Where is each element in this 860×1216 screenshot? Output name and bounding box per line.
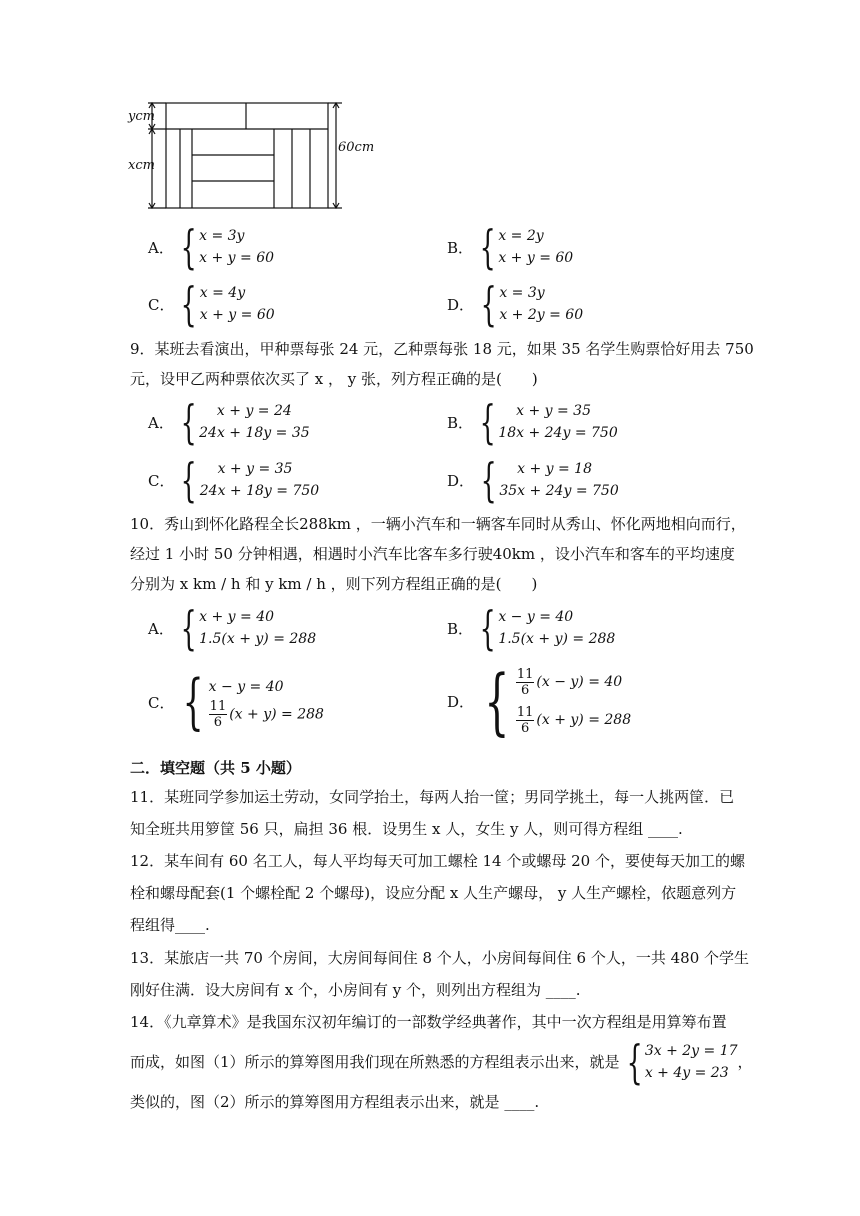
section-heading: 二．填空题（共 5 小题） (130, 759, 301, 777)
brace-icon: { (180, 220, 197, 274)
equation: 3x + 2y = 17 (644, 1043, 738, 1059)
fraction (516, 667, 535, 698)
rectangle-figure (124, 98, 384, 216)
option-label: A． (148, 238, 174, 257)
denominator: 6 (213, 714, 223, 730)
option-label: C． (148, 295, 175, 314)
question-9-text (130, 334, 820, 394)
equation-with-fraction (516, 663, 631, 701)
fraction (209, 699, 228, 730)
q9-option-b[interactable] (447, 395, 618, 449)
text-line: 而成，如图（1）所示的算筹图用我们现在所熟悉的方程组表示出来，就是 (130, 1053, 620, 1071)
equation-with-fraction (209, 699, 324, 730)
equation: x + 4y = 23 (644, 1065, 729, 1081)
equation: x − y = 40 (208, 678, 284, 695)
equation: 1.5(x + y) = 288 (498, 631, 616, 647)
equation: x = 2y (498, 228, 544, 244)
option-label: A． (148, 619, 174, 638)
equation: x + y = 60 (199, 307, 275, 323)
equation: x + y = 24 (199, 403, 292, 419)
equation: x + 2y = 60 (499, 307, 584, 323)
brace-icon: { (183, 667, 205, 737)
q8-option-c[interactable] (148, 277, 275, 331)
option-label: D． (447, 295, 475, 314)
text-line: 9．某班去看演出，甲种票每张 24 元，乙种票每张 18 元，如果 35 名学生购票恰好用去 750 (130, 340, 754, 358)
equation: x + y = 60 (199, 250, 275, 266)
equation: x = 3y (199, 228, 245, 244)
equation: x + y = 40 (199, 609, 275, 625)
text-line: 类似的，图（2）所示的算筹图用方程组表示出来，就是 ____. (130, 1093, 540, 1111)
numerator: 11 (209, 698, 227, 714)
option-label: D． (447, 692, 475, 711)
text-line: 刚好住满．设大房间有 x 个，小房间有 y 个，则列出方程组为 ____. (130, 981, 581, 999)
text-line: 知全班共用箩筐 56 只，扁担 36 根．设男生 x 人，女生 y 人，则可得方程组 ____. (130, 820, 683, 838)
denominator: 6 (520, 682, 530, 698)
text-line: 12．某车间有 60 名工人，每人平均每天可加工螺栓 14 个或螺母 20 个，要使每天加工的螺 (130, 852, 745, 870)
text-line: 栓和螺母配套(1 个螺栓配 2 个螺母)，设应分配 x 人生产螺母， y 人生产螺栓，依题意列方 (130, 884, 737, 902)
fraction (516, 705, 535, 736)
q10-option-c[interactable] (148, 667, 324, 737)
text-line: 13．某旅店一共 70 个房间，大房间每间住 8 个人，小房间每间住 6 个人，一共 480 个学生 (130, 949, 750, 967)
equation-with-fraction (516, 701, 631, 739)
label-xcm: xcm (128, 158, 155, 173)
equation: 24x + 18y = 750 (199, 483, 320, 499)
text-line: 11．某班同学参加运土劳动，女同学抬土，每两人抬一筐；男同学挑土，每一人挑两筐．已 (130, 788, 735, 806)
brace-icon: { (479, 220, 496, 274)
equation: x + y = 35 (498, 403, 591, 419)
text-line: 分别为 x km / h 和 y km / h ，则下列方程组正确的是( ) (130, 575, 538, 593)
equation: x + y = 35 (199, 461, 293, 477)
equation-rest: (x + y) = 288 (536, 712, 632, 728)
q8-option-d[interactable] (447, 277, 584, 331)
numerator: 11 (516, 704, 534, 720)
q10-option-d[interactable] (447, 659, 632, 743)
equation: 1.5(x + y) = 288 (199, 631, 317, 647)
brace-icon: { (479, 395, 496, 449)
text-line: 经过 1 小时 50 分钟相遇，相遇时小汽车比客车多行驶40km ，设小汽车和客车的平均速度 (130, 545, 735, 563)
q9-option-a[interactable] (148, 395, 310, 449)
option-label: C． (148, 693, 175, 712)
equation-rest: (x − y) = 40 (536, 674, 623, 690)
equation-rest: (x + y) = 288 (229, 706, 324, 722)
equation: x = 3y (499, 285, 545, 301)
brace-icon: { (480, 277, 497, 331)
brace-icon: { (181, 277, 198, 331)
brace-icon: { (626, 1035, 643, 1089)
question-12-text (130, 845, 820, 941)
equation: 24x + 18y = 35 (199, 425, 310, 441)
question-10-text (130, 509, 820, 599)
brace-icon: { (480, 453, 497, 507)
q10-option-b[interactable] (447, 601, 616, 655)
text-line: 10．秀山到怀化路程全长288km ，一辆小汽车和一辆客车同时从秀山、怀化两地相向而行， (130, 515, 746, 533)
q9-option-c[interactable] (148, 453, 320, 507)
text-line: 14．《九章算术》是我国东汉初年编订的一部数学经典著作，其中一次方程组是用算筹布置 (130, 1013, 727, 1031)
question-11-text (130, 781, 820, 845)
text-line: ， (737, 1053, 753, 1071)
question-13-text (130, 942, 820, 1006)
option-label: C． (148, 471, 175, 490)
option-label: B． (447, 238, 474, 257)
equation: x + y = 18 (499, 461, 592, 477)
label-ycm: ycm (128, 109, 155, 124)
text-line-with-system (130, 1037, 820, 1087)
label-60cm: 60cm (338, 140, 375, 155)
equation: 18x + 24y = 750 (498, 425, 618, 441)
equation: x + y = 60 (498, 250, 574, 266)
equation: x − y = 40 (498, 609, 574, 625)
option-label: D． (447, 471, 475, 490)
equation: x = 4y (199, 285, 246, 301)
option-label: A． (148, 413, 174, 432)
brace-icon: { (484, 659, 510, 743)
q9-option-d[interactable] (447, 453, 619, 507)
brace-icon: { (181, 453, 198, 507)
brace-icon: { (180, 395, 197, 449)
text-line: 元，设甲乙两种票依次买了 x ， y 张，列方程正确的是( ) (130, 370, 538, 388)
equation: 35x + 24y = 750 (499, 483, 619, 499)
brace-icon: { (180, 601, 197, 655)
option-label: B． (447, 619, 474, 638)
tiling-diagram (124, 98, 384, 216)
denominator: 6 (520, 720, 530, 736)
brace-icon: { (479, 601, 496, 655)
text-line: 程组得____. (130, 916, 210, 934)
option-label: B． (447, 413, 474, 432)
numerator: 11 (516, 666, 534, 682)
q8-option-b[interactable] (447, 220, 574, 274)
q10-option-a[interactable] (148, 601, 317, 655)
question-14-text (130, 1007, 820, 1117)
q8-option-a[interactable] (148, 220, 275, 274)
